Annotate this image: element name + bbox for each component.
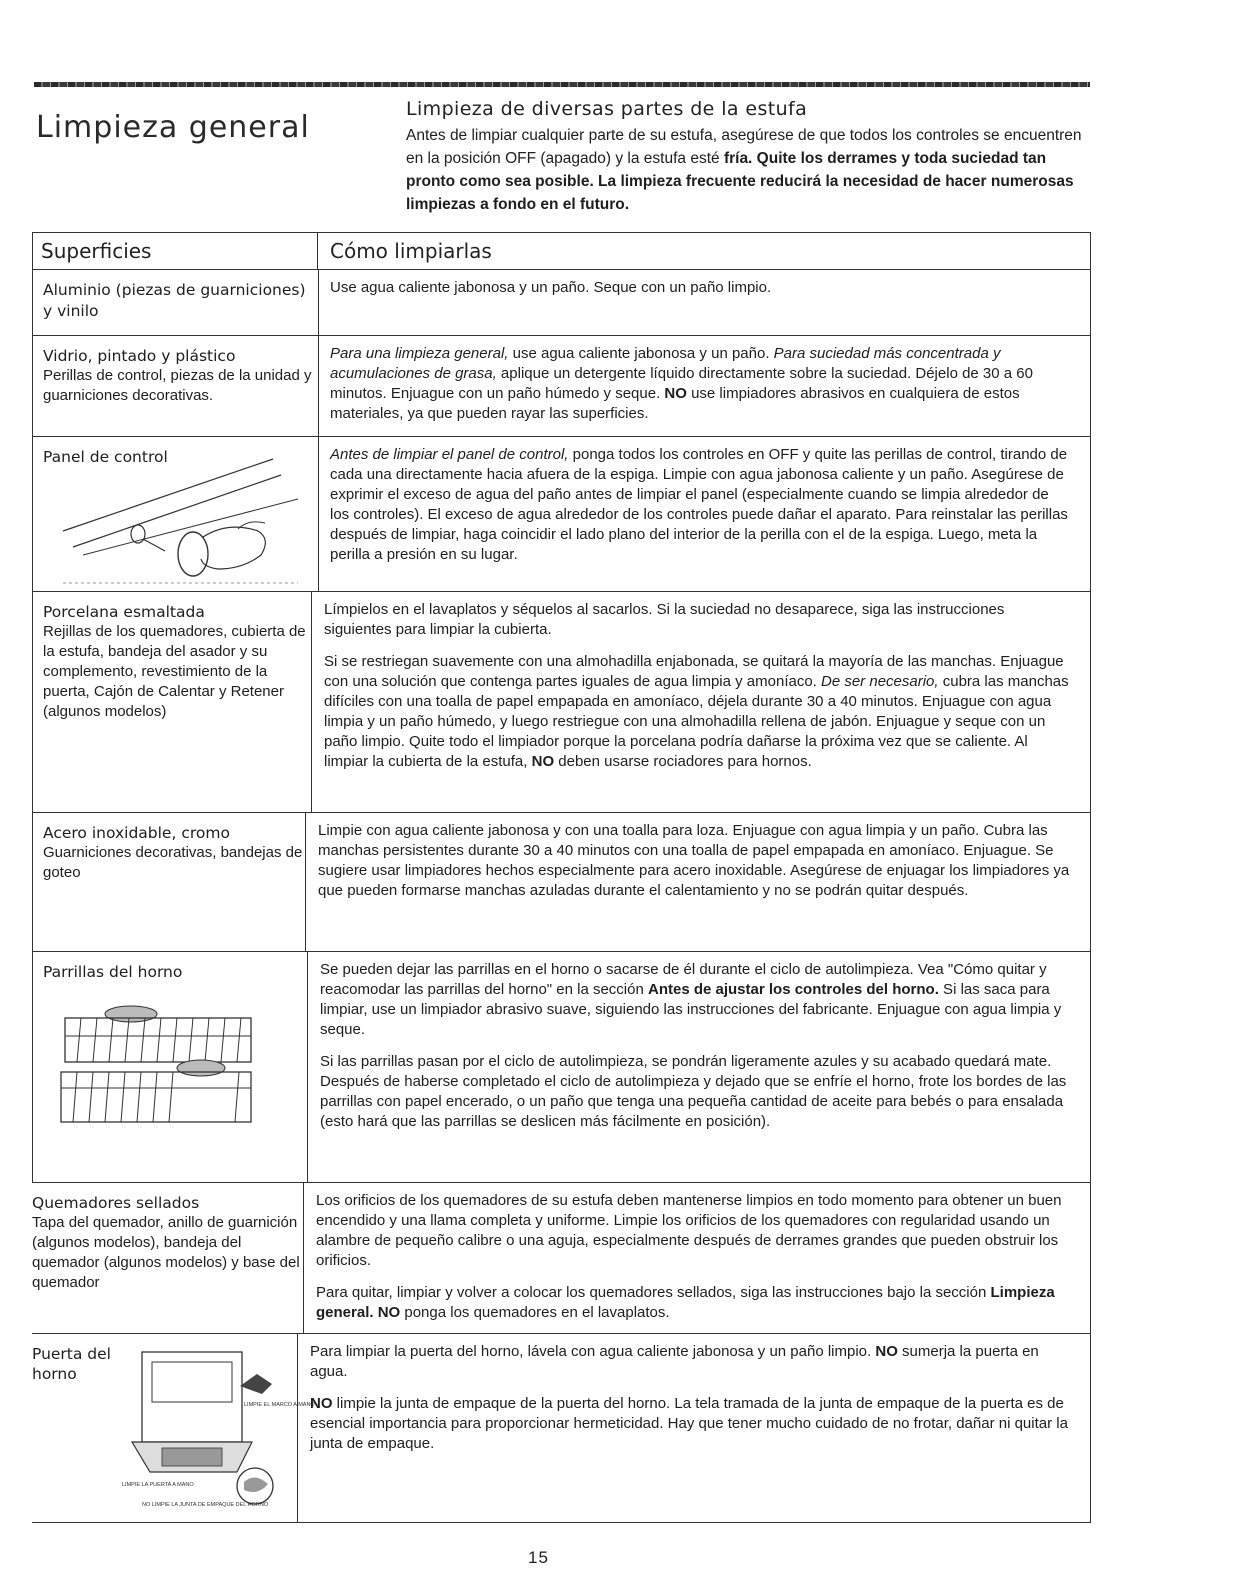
how-bold: NO bbox=[875, 1343, 898, 1360]
surface-cell bbox=[32, 437, 319, 591]
how-text bbox=[320, 960, 1070, 1040]
intro-paragraph bbox=[406, 124, 1096, 216]
surface-title: Vidrio, pintado y plástico bbox=[43, 347, 236, 365]
surface-detail: Guarniciones decorativas, bandejas de goteo bbox=[43, 844, 303, 881]
how-bold: NO bbox=[664, 385, 687, 402]
how-span: deben usarse rociadores para hornos. bbox=[554, 753, 812, 770]
illus-label-puerta: LIMPIE LA PUERTA A MANO bbox=[122, 1482, 194, 1488]
how-italic: Antes de limpiar el panel de control, bbox=[330, 446, 569, 463]
header-how: Cómo limpiarlas bbox=[330, 239, 492, 263]
how-span: Para limpiar la puerta del horno, lávela con agua caliente jabonosa y un paño limpio. bbox=[310, 1343, 876, 1360]
cleaning-table bbox=[32, 232, 1091, 1523]
page-number: 15 bbox=[528, 1548, 549, 1567]
surface-cell bbox=[32, 952, 308, 1182]
how-span: ponga todos los controles en OFF y quite las perillas de control, tirando de cada una directamente hacia afuera de la espiga. Limpie con agua jabonosa caliente y un paño. Asegúrese de exprimir el exceso de agua del paño antes de limpiar el panel (especialmente cuando se limpia alrededor de los controles). El exceso de agua alrededor de los controles puede dañar el aparato. Para reinstalar las perillas después de limpiar, haga coincidir el lado plano del interior de la perilla con el de la espiga. Luego, meta la perilla a presión en su lugar. bbox=[330, 446, 1068, 563]
how-span: Si se restriegan suavemente con una almohadilla enjabonada, se quitará la mayoría de las manchas. Enjuague con una solución que contenga partes iguales de agua limpia y amoníaco. bbox=[324, 653, 1064, 690]
how-cell bbox=[312, 592, 1090, 812]
control-panel-illustration bbox=[53, 459, 303, 587]
oven-rack-illustration bbox=[51, 992, 261, 1132]
how-italic: De ser necesario, bbox=[821, 673, 939, 690]
how-span: ponga los quemadores en el lavaplatos. bbox=[400, 1304, 670, 1321]
table-row-aluminio bbox=[32, 270, 1090, 336]
surface-title: Panel de control bbox=[43, 448, 168, 466]
table-row-parrillas bbox=[32, 952, 1090, 1183]
how-span: Se pueden dejar las parrillas en el horno o sacarse de él durante el ciclo de autolimpieza. Vea "Cómo quitar y reacomodar las parrillas del horno" en la sección bbox=[320, 961, 1047, 998]
surface-cell bbox=[32, 1334, 315, 1522]
top-rule bbox=[34, 82, 1090, 87]
how-text: Use agua caliente jabonosa y un paño. Seque con un paño limpio. bbox=[330, 279, 772, 296]
surface-cell bbox=[32, 336, 319, 436]
how-span: aplique un detergente líquido directamente sobre la suciedad. Déjelo de 30 a 60 minutos. Enjuague con un paño húmedo y seque. bbox=[330, 365, 1033, 402]
how-span: limpie la junta de empaque de la puerta del horno. La tela tramada de la junta de empaque de la puerta es de esencial importancia para proporcionar hermeticidad. Hay que tener mucho cuidado de no frotar, dañar ni quitar la junta de empaque. bbox=[310, 1395, 1068, 1452]
table-header bbox=[32, 233, 1090, 270]
how-italic: Para una limpieza general, bbox=[330, 345, 509, 362]
how-text: Limpie con agua caliente jabonosa y con una toalla para loza. Enjuague con agua limpia y un paño. Cubra las manchas persistentes durante 30 a 40 minutos con una toalla de papel empapada en amoníaco. Enjuague. Se sugiere usar limpiadores hechos especialmente para acero inoxidable. Asegúrese de enjuagar los limpiadores ya que pueden formarse manchas azuladas durante el calentamiento y no se podrán quitar después. bbox=[318, 822, 1070, 899]
how-text bbox=[330, 344, 1070, 424]
surface-detail: Rejillas de los quemadores, cubierta de la estufa, bandeja del asador y su complemento, revestimiento de la puerta, Cajón de Calentar y Retener (algunos modelos) bbox=[43, 623, 306, 720]
how-text bbox=[310, 1342, 1070, 1382]
how-text: Si las parrillas pasan por el ciclo de autolimpieza, se pondrán ligeramente azules y su acabado quedará mate. Después de haberse completado el ciclo de autolimpieza y dejado que se enfríe el horno, frote los bordes de las parrillas con papel encerado, o un paño que tenga una pequeña cantidad de aceite para bebés o para ensalada (esto hará que las parrillas se deslicen más fácilmente en posición). bbox=[320, 1053, 1067, 1130]
intro-text-bold: fría. Quite los derrames y toda suciedad tan pronto como sea posible. La limpieza frecuente reducirá la necesidad de hacer numerosas limpiezas a fondo en el futuro. bbox=[406, 150, 1074, 213]
surface-cell bbox=[32, 1183, 304, 1333]
surface-cell bbox=[32, 270, 319, 335]
section-title: Limpieza general bbox=[36, 110, 310, 145]
how-bold: Limpieza general. NO bbox=[316, 1284, 1055, 1321]
how-bold: Antes de ajustar los controles del horno. bbox=[648, 981, 939, 998]
surface-title: Porcelana esmaltada bbox=[43, 603, 205, 621]
how-text bbox=[324, 652, 1070, 772]
how-cell bbox=[318, 437, 1090, 591]
how-span: sumerja la puerta en agua. bbox=[310, 1343, 1039, 1380]
surface-title: Puerta del horno bbox=[32, 1345, 111, 1383]
how-cell bbox=[318, 336, 1090, 436]
header-surfaces: Superficies bbox=[41, 239, 152, 263]
illus-label-junta: NO LIMPIE LA JUNTA DE EMPAQUE DEL HORNO bbox=[142, 1502, 269, 1508]
table-row-panel bbox=[32, 437, 1090, 592]
how-cell bbox=[318, 270, 1090, 335]
illus-label-marco: LIMPIE EL MARCO A MANO bbox=[244, 1402, 315, 1408]
how-text bbox=[316, 1283, 1070, 1323]
table-row-quemadores bbox=[32, 1183, 1090, 1334]
how-span: use limpiadores abrasivos en cualquiera de estos materiales, ya que pueden rayar las superficies. bbox=[330, 385, 1020, 422]
table-row-acero bbox=[32, 813, 1090, 952]
table-row-porcelana bbox=[32, 592, 1090, 813]
how-text bbox=[310, 1394, 1070, 1454]
surface-cell bbox=[32, 592, 312, 812]
table-row-puerta bbox=[32, 1334, 1090, 1523]
intro-block bbox=[406, 98, 1096, 216]
surface-detail: Perillas de control, piezas de la unidad y guarniciones decorativas. bbox=[43, 367, 312, 404]
surface-title: Aluminio (piezas de guarniciones) y vinilo bbox=[43, 281, 306, 320]
surface-title: Quemadores sellados bbox=[32, 1194, 200, 1212]
how-cell bbox=[304, 1183, 1090, 1333]
how-text: Los orificios de los quemadores de su estufa deben mantenerse limpios en todo momento para obtener un buen encendido y una llama completa y uniforme. Limpie los orificios de los quemadores con regularidad usando un alambre de pequeño calibre o una aguja, especialmente después de derrames grandes que pueden obstruir los orificios. bbox=[316, 1192, 1062, 1269]
how-span: use agua caliente jabonosa y un paño. bbox=[508, 345, 774, 362]
how-text bbox=[330, 445, 1070, 565]
oven-door-illustration bbox=[122, 1344, 315, 1514]
intro-heading: Limpieza de diversas partes de la estufa bbox=[406, 98, 808, 120]
how-span: cubra las manchas difíciles con una toalla de papel empapada en amoníaco, déjela durante 30 a 40 minutos. Enjuague con agua limpia y un paño húmedo, y luego restriegue con una almohadilla rellena de jabón. Enjuague y seque con un paño limpio. Quite todo el limpiador porque la porcelana podría dañarse la próxima vez que se caliente. Al limpiar la cubierta de la estufa, bbox=[324, 673, 1069, 770]
how-span: Si las saca para limpiar, use un limpiador abrasivo suave, siguiendo las instrucciones del fabricante. Enjuague con agua limpia y seque. bbox=[320, 981, 1062, 1038]
surface-title: Acero inoxidable, cromo bbox=[43, 824, 230, 842]
surface-title: Parrillas del horno bbox=[43, 963, 183, 981]
how-cell bbox=[308, 952, 1090, 1182]
how-bold: NO bbox=[531, 753, 555, 770]
header-surfaces-cell bbox=[32, 233, 318, 269]
how-text: Límpielos en el lavaplatos y séquelos al sacarlos. Si la suciedad no desaparece, siga las instrucciones siguientes para limpiar la cubierta. bbox=[324, 601, 1005, 638]
intro-text: Antes de limpiar cualquier parte de su estufa, asegúrese de que todos los controles se encuentren en la posición OFF (apagado) y la estufa esté bbox=[406, 127, 1082, 167]
how-cell bbox=[306, 813, 1090, 951]
how-italic: Para suciedad más concentrada y acumulaciones de grasa, bbox=[330, 345, 1001, 382]
surface-detail: Tapa del quemador, anillo de guarnición (algunos modelos), bandeja del quemador (algunos modelos) y base del quemador bbox=[32, 1214, 300, 1291]
how-cell bbox=[298, 1334, 1090, 1522]
table-row-vidrio bbox=[32, 336, 1090, 437]
surface-cell bbox=[32, 813, 306, 951]
how-span: Para quitar, limpiar y volver a colocar los quemadores sellados, siga las instrucciones bajo la sección bbox=[316, 1284, 991, 1301]
how-bold: NO bbox=[310, 1395, 333, 1412]
